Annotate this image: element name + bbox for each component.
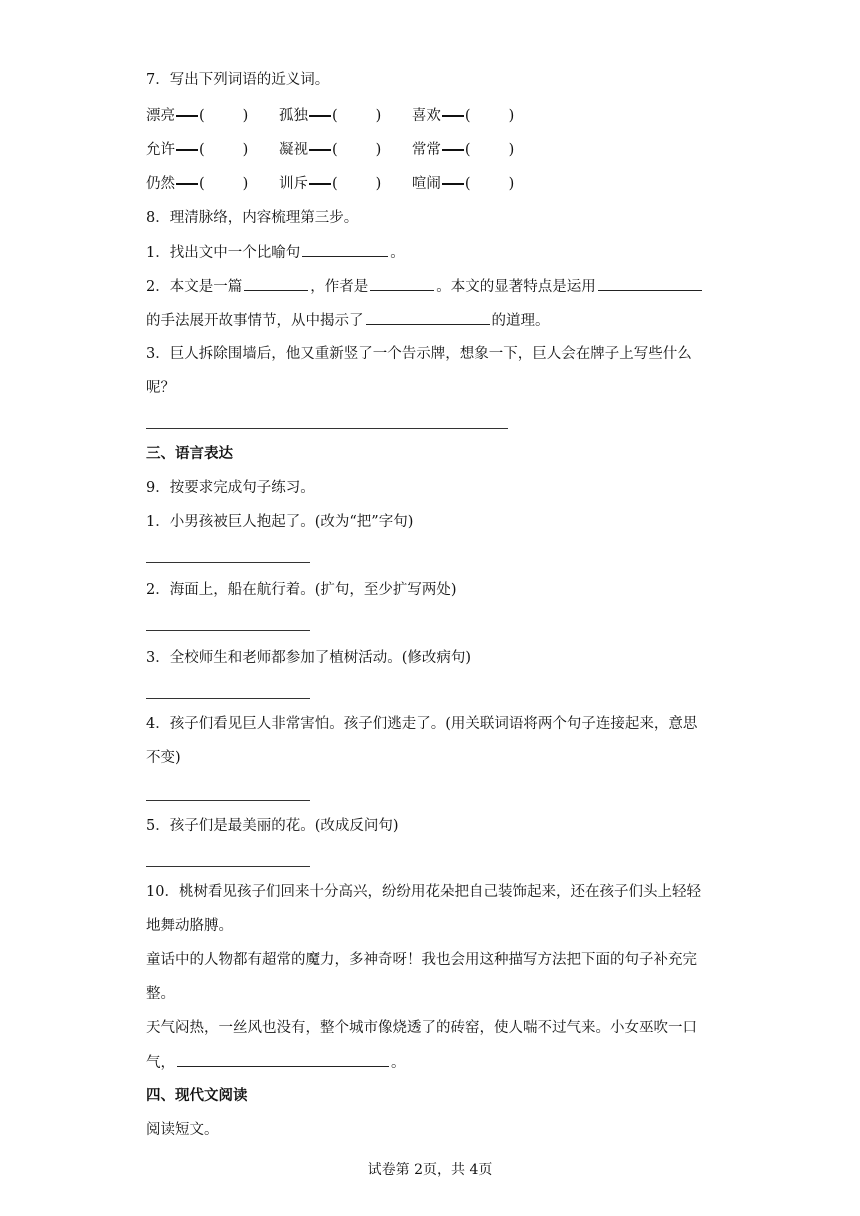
- q10-paragraph-3: 天气闷热，一丝风也没有，整个城市像烧透了的砖窑，使人喘不过气来。小女巫吹一口: [146, 1020, 697, 1036]
- answer-line[interactable]: [146, 562, 310, 563]
- synonym-item: 仍然 ( ): [146, 176, 249, 192]
- q8-item-1: 1．找出文中一个比喻句 。: [146, 242, 405, 263]
- q10-paragraph-2-cont: 整。: [146, 986, 175, 1002]
- answer-blank[interactable]: [244, 276, 308, 291]
- q8-item-2: 2．本文是一篇 ，作者是 。本文的显著特点是运用: [146, 276, 704, 297]
- synonym-item: 凝视 ( ): [278, 142, 382, 158]
- q10-paragraph-3-cont: 气， 。: [146, 1052, 406, 1073]
- q8-item-3: 3．巨人拆除围墙后，他又重新竖了一个告示牌，想象一下，巨人会在牌子上写些什么: [146, 346, 692, 362]
- synonym-item: 训斥 ( ): [278, 176, 382, 192]
- q7-row-2: [146, 140, 540, 160]
- synonym-item: 允许 ( ): [146, 142, 249, 158]
- q9-item-4: 4．孩子们看见巨人非常害怕。孩子们逃走了。(用关联词语将两个句子连接起来，意思: [146, 716, 698, 732]
- synonym-item: 漂亮 ( ): [146, 108, 249, 124]
- q8-item-2-cont: 的手法展开故事情节，从中揭示了 的道理。: [146, 310, 550, 331]
- q8-title: 8．理清脉络，内容梳理第三步。: [146, 210, 359, 226]
- reading-intro: 阅读短文。: [146, 1122, 219, 1138]
- q9-item-3: 3．全校师生和老师都参加了植树活动。(修改病句): [146, 650, 472, 666]
- answer-blank[interactable]: [366, 310, 490, 325]
- q7-row-1: [146, 106, 540, 126]
- section-heading: 三、语言表达: [146, 446, 233, 462]
- q7-title: 7．写出下列词语的近义词。: [146, 72, 330, 88]
- q9-item-4-cont: 不变): [146, 750, 181, 766]
- answer-line[interactable]: [146, 866, 310, 867]
- q10-paragraph-1: 10．桃树看见孩子们回来十分高兴，纷纷用花朵把自己装饰起来，还在孩子们头上轻轻: [146, 884, 701, 900]
- answer-line[interactable]: [146, 630, 310, 631]
- answer-blank[interactable]: [598, 276, 702, 291]
- synonym-item: 常常 ( ): [411, 142, 515, 158]
- q8-item-3-cont: 呢？: [146, 380, 175, 396]
- q9-item-5: 5．孩子们是最美丽的花。(改成反问句): [146, 818, 399, 834]
- synonym-item: 喜欢 ( ): [411, 108, 515, 124]
- q9-item-2: 2．海面上，船在航行着。(扩句，至少扩写两处): [146, 582, 457, 598]
- q10-paragraph-1-cont: 地舞动胳膊。: [146, 918, 233, 934]
- answer-line[interactable]: [146, 698, 310, 699]
- q9-item-1: 1．小男孩被巨人抱起了。(改为“把”字句): [146, 514, 414, 530]
- q9-title: 9．按要求完成句子练习。: [146, 480, 315, 496]
- q10-paragraph-2: 童话中的人物都有超常的魔力，多神奇呀！我也会用这种描写方法把下面的句子补充完: [146, 952, 697, 968]
- page-footer: 试卷第 2页，共 4页: [367, 1162, 493, 1178]
- answer-blank[interactable]: [370, 276, 434, 291]
- answer-blank[interactable]: [177, 1052, 389, 1067]
- synonym-item: 喧闹 ( ): [411, 176, 515, 192]
- synonym-item: 孤独 ( ): [278, 108, 382, 124]
- section-heading: 四、现代文阅读: [146, 1088, 248, 1104]
- q7-row-3: [146, 174, 540, 194]
- answer-line[interactable]: [146, 800, 310, 801]
- answer-blank[interactable]: [302, 242, 388, 257]
- answer-line[interactable]: [146, 428, 508, 429]
